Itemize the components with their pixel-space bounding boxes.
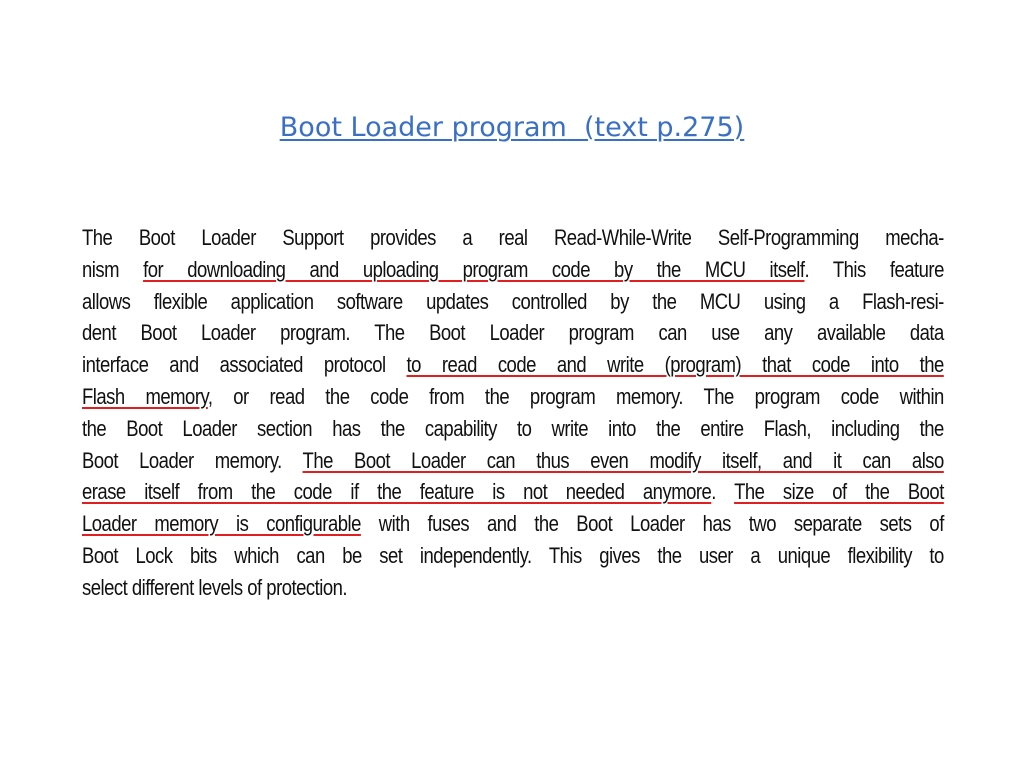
text-segment: the Boot Loader section has the capability to write into the entire Flash, including the bbox=[82, 415, 944, 441]
paragraph-line bbox=[82, 317, 944, 349]
underlined-phrase: Loader memory is configurable bbox=[82, 511, 361, 537]
paragraph-line bbox=[82, 349, 944, 381]
text-segment: . This feature bbox=[804, 256, 944, 282]
paragraph-line bbox=[82, 413, 944, 445]
text-segment: nism bbox=[82, 256, 144, 282]
paragraph-line bbox=[82, 572, 944, 604]
paragraph-line bbox=[82, 540, 944, 572]
slide-title bbox=[0, 112, 1024, 143]
paragraph-line bbox=[82, 381, 944, 413]
underlined-phrase: for downloading and uploading program code by the MCU itself bbox=[143, 256, 805, 282]
paragraph-line bbox=[82, 476, 944, 508]
body-paragraph bbox=[82, 222, 944, 604]
underlined-phrase: The size of the Boot bbox=[734, 479, 944, 505]
slide-title-main: Boot Loader program bbox=[279, 112, 567, 143]
slide-title-page-ref: (text p.275) bbox=[584, 112, 745, 143]
text-segment: Boot Lock bits which can be set independently. This gives the user a unique flexibility to bbox=[82, 542, 944, 568]
paragraph-line bbox=[82, 286, 944, 318]
slide-title-link[interactable] bbox=[280, 112, 744, 143]
text-segment: . bbox=[711, 479, 735, 505]
text-segment: select different levels of protection. bbox=[82, 574, 348, 600]
paragraph-line bbox=[82, 222, 944, 254]
paragraph-line bbox=[82, 445, 944, 477]
text-segment: dent Boot Loader program. The Boot Loader program can use any available data bbox=[82, 320, 944, 346]
text-segment: The Boot Loader Support provides a real Read-While-Write Self-Programming mecha- bbox=[82, 225, 944, 250]
underlined-phrase: The Boot Loader can thus even modify itself, and it can also bbox=[302, 447, 944, 473]
text-segment: interface and associated protocol bbox=[82, 352, 407, 378]
paragraph-line bbox=[82, 508, 944, 540]
underlined-phrase: Flash memory bbox=[82, 383, 208, 409]
text-segment: Boot Loader memory. bbox=[82, 447, 303, 473]
text-segment: with fuses and the Boot Loader has two separate sets of bbox=[360, 511, 944, 537]
paragraph-line bbox=[82, 254, 944, 286]
text-segment: , or read the code from the program memory. The program code within bbox=[207, 383, 944, 409]
text-segment: allows flexible application software updates controlled by the MCU using a Flash-resi- bbox=[82, 288, 944, 314]
underlined-phrase: erase itself from the code if the feature is not needed anymore bbox=[82, 479, 712, 505]
underlined-phrase: to read code and write (program) that code into the bbox=[406, 352, 944, 378]
